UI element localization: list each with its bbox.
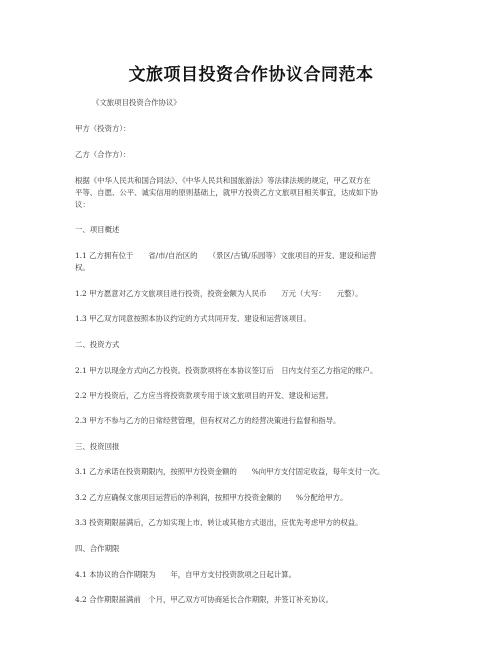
party-a-line: 甲方（投资方）：: [75, 124, 131, 133]
clause-line: 3.3 投资期限届满后，乙方如实现上市、转让或其他方式退出，应优先考虑甲方的权益。: [75, 518, 363, 527]
preamble-line: 议：: [75, 200, 90, 209]
clause-line: 权。: [75, 263, 90, 272]
clause-line: 2.1 甲方以现金方式向乙方投资。投资款项将在本协议签订后 日内支付至乙方指定的账户。: [75, 366, 378, 375]
clause-line: 4.2 合作期限届满前 个月，甲乙双方可协商延长合作期限，并签订补充协议。: [75, 595, 333, 604]
page-title: 文旅项目投资合作协议合同范本: [128, 65, 374, 85]
clause-line: 4.1 本协议的合作期限为 年，自甲方支付投资款项之日起计算。: [75, 570, 297, 579]
clause-line: 2.2 甲方投资后，乙方应当将投资款项专用于该文旅项目的开发、建设和运营。: [75, 391, 333, 400]
section-heading: 二、投资方式: [75, 340, 120, 349]
party-b-line: 乙方（合作方）：: [75, 150, 131, 159]
agreement-name: 《文旅项目投资合作协议》: [92, 98, 181, 107]
clause-line: 1.1 乙方拥有位于 省/市/自治区的 （景区/古镇/乐园等）文旅项目的开发、建设和运营: [75, 251, 377, 260]
preamble-line: 根据《中华人民共和国合同法》、《中华人民共和国旅游法》等法律法规的规定，甲乙双方在: [75, 176, 371, 185]
clause-line: 3.1 乙方承诺在投资期限内，按照甲方投资金额的 %向甲方支付固定收益，每年支付一次。: [75, 467, 385, 476]
clause-line: 1.3 甲乙双方同意按照本协议约定的方式共同开发、建设和运营该项目。: [75, 314, 311, 323]
section-heading: 一、项目概述: [75, 225, 120, 234]
clause-line: 3.2 乙方应确保文旅项目运营后的净利润，按照甲方投资金额的 %分配给甲方。: [75, 493, 348, 502]
section-heading: 四、合作期限: [75, 544, 120, 553]
preamble-line: 平等、自愿、公平、诚实信用的原则基础上，就甲方投资乙方文旅项目相关事宜，达成如下协: [75, 188, 379, 197]
clause-line: 2.3 甲方不参与乙方的日常经营管理，但有权对乙方的经营决策进行监督和指导。: [75, 416, 341, 425]
clause-line: 1.2 甲方愿意对乙方文旅项目进行投资，投资金额为人民币 万元（大写： 元整）。: [75, 289, 363, 298]
section-heading: 三、投资回报: [75, 442, 120, 451]
